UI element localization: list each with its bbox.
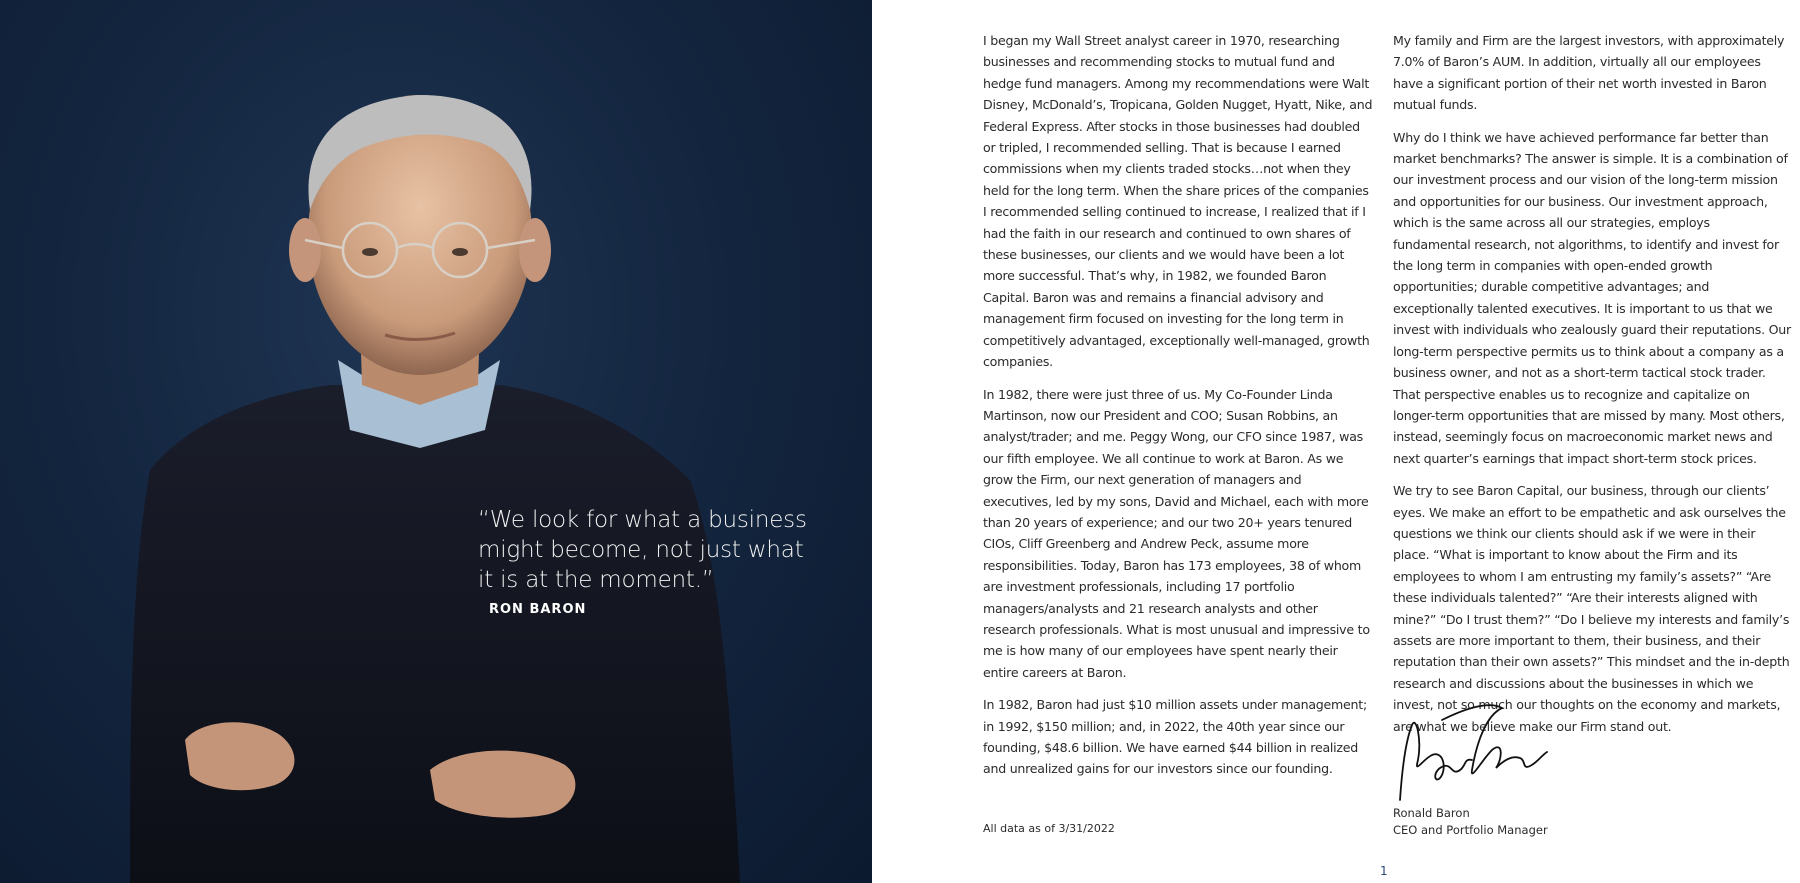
letter-column-right (1393, 30, 1791, 748)
letter-paragraph: In 1982, Baron had just $10 million assets under management; in 1992, $150 million; and, in 2022, the 40th year since our founding, $48.6 billion. We have earned $44 billion in realized and unrealized gains for our investors since our founding. (983, 697, 1367, 777)
signature-name: Ronald Baron (1393, 806, 1470, 820)
letter-paragraph: We try to see Baron Capital, our business, through our clients’ eyes. We make an effort to be empathetic and ask ourselves the questions we think our clients should ask if we were in their place. “What is important to know about the Firm and its employees to whom I am entrusting my family’s assets?” “Are these individuals talented?” “Are their interests aligned with mine?” “Do I trust them?” “Do I believe my interests and family’s assets are more important to them, their business, and their reputation than their own assets?” This mindset and the in-depth research and discussions about the businesses in which we invest, not so much our thoughts on the economy and markets, are what we believe make our Firm stand out. (1393, 483, 1790, 734)
signature (1392, 700, 1552, 810)
letter-page (872, 0, 1800, 883)
letter-column-left (983, 30, 1373, 791)
pull-quote (478, 505, 808, 617)
letter-paragraph: Why do I think we have achieved performance far better than market benchmarks? The answer is simple. It is a combination of our investment process and our vision of the long-term mission and opportunities for our business. Our investment approach, which is the same across all our strategies, employs fundamental research, not algorithms, to identify and invest for the long term in companies with open-ended growth opportunities; durable competitive advantages; and exceptionally talented executives. It is important to us that we invest with individuals who zealously guard their reputations. Our long-term perspective permits us to think about a company as a business owner, and not as a short-term tactical stock trader. That perspective enables us to recognize and capitalize on longer-term opportunities that are missed by many. Most others, instead, seemingly focus on macroeconomic market news and next quarter’s earnings that impact short-term stock prices. (1393, 129, 1791, 466)
letter-paragraph: My family and Firm are the largest investors, with approximately 7.0% of Baron’s AUM. In addition, virtually all our employees have a significant portion of their net worth invested in Baron mutual funds. (1393, 33, 1785, 113)
data-date-note: All data as of 3/31/2022 (983, 822, 1115, 835)
letter-paragraph: I began my Wall Street analyst career in 1970, researching businesses and recommending stocks to mutual fund and hedge fund managers. Among my recommendations were Walt Disney, McDonald’s, Tropicana, Golden Nugget, Hyatt, Nike, and Federal Express. After stocks in those businesses had doubled or tripled, I recommended selling. That is because I earned commissions when my clients traded stocks…not when they held for the long term. When the share prices of the companies I recommended selling continued to increase, I realized that if I had the faith in our research and continued to own shares of these businesses, our clients and we would have been a lot more successful. That’s why, in 1982, we founded Baron Capital. Baron was and remains a financial advisory and management firm focused on investing for the long term in competitively advantaged, exceptionally well-managed, growth companies. (983, 33, 1373, 370)
page-number: 1 (1380, 864, 1388, 878)
portrait-panel (0, 0, 872, 883)
quote-text: “We look for what a business might become, not just what it is at the moment.” (478, 507, 807, 593)
portrait-photo (0, 0, 872, 883)
quote-author: RON BARON (489, 602, 587, 617)
letter-paragraph: In 1982, there were just three of us. My Co-Founder Linda Martinson, now our President and COO; Susan Robbins, an analyst/trader; and me. Peggy Wong, our CFO since 1987, was our fifth employee. We all continue to work at Baron. As we grow the Firm, our next generation of managers and executives, led by my sons, David and Michael, each with more than 20 years of experience; and our two 20+ years tenured CIOs, Cliff Greenberg and Andrew Peck, assume more responsibilities. Today, Baron has 173 employees, 38 of whom are investment professionals, including 17 portfolio managers/analysts and 21 research analysts and other research professionals. What is most unusual and impressive to me is how many of our employees have spent nearly their entire careers at Baron. (983, 386, 1370, 680)
signature-title: CEO and Portfolio Manager (1393, 823, 1548, 837)
